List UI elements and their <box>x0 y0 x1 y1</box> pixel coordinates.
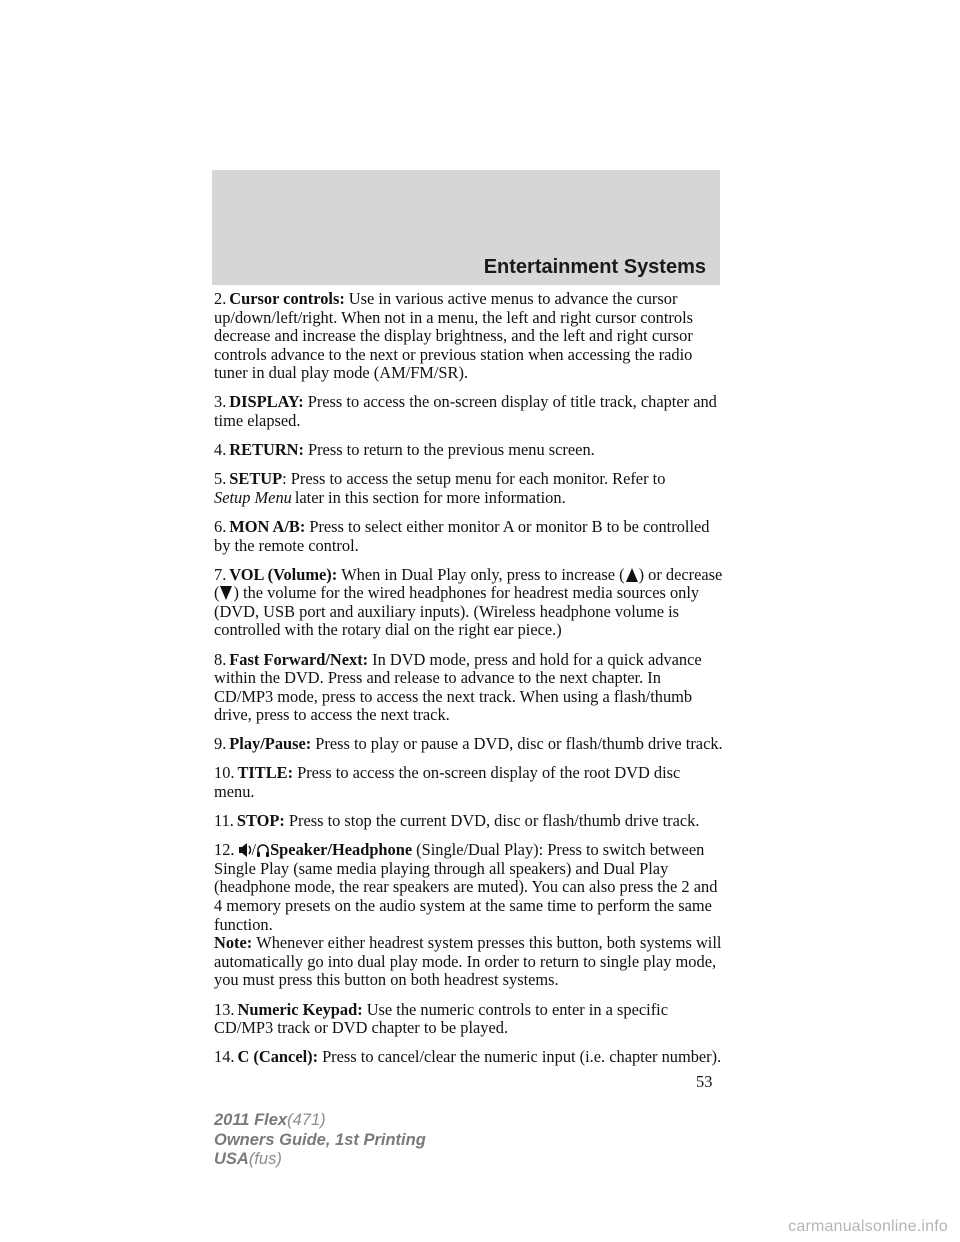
item-number: 6. <box>214 516 227 536</box>
watermark: carmanualsonline.info <box>788 1218 948 1235</box>
list-item-speaker-headphone <box>214 841 724 990</box>
volume-up-arrow-icon <box>625 567 639 583</box>
list-item-cancel <box>214 1048 724 1067</box>
slash-separator: / <box>251 840 257 860</box>
item-label: Speaker/Headphone <box>270 840 413 860</box>
note <box>214 934 724 990</box>
item-label: Numeric Keypad: <box>237 999 363 1019</box>
item-number: 14. <box>214 1047 235 1067</box>
list-item-stop <box>214 812 724 831</box>
setup-menu-reference: Setup Menu <box>214 487 292 507</box>
item-number: 7. <box>214 564 227 584</box>
item-label: Play/Pause: <box>229 734 312 754</box>
item-text: In DVD mode, press and hold for a quick advance within the DVD. Press and release to advance to the next chapter. In CD/MP3 mode, press to access the next track. When using a flash/thumb drive, press to access the next track. <box>214 649 702 725</box>
item-text: When in Dual Play only, press to increase ( <box>341 564 625 584</box>
item-text: Use the numeric controls to enter in a specific CD/MP3 track or DVD chapter to be played. <box>214 999 668 1038</box>
footer-model-code: (471) <box>287 1111 326 1129</box>
footer-printing: Owners Guide, 1st Printing <box>214 1130 426 1149</box>
list-item-display <box>214 393 724 430</box>
item-text: Use in various active menus to advance the cursor up/down/left/right. When not in a menu, the left and right cursor controls decrease and increase the display brightness, and the left and right cursor controls advance to the next or previous station when accessing the radio tuner in dual play mode (AM/FM/SR). <box>214 289 694 383</box>
list-item-cursor-controls <box>214 290 724 383</box>
speaker-icon <box>238 842 252 858</box>
list-item-fast-forward <box>214 651 724 725</box>
item-text-continued: later in this section for more information. <box>294 487 566 507</box>
item-label: DISPLAY: <box>229 392 304 412</box>
item-label: TITLE: <box>237 763 294 783</box>
list-item-volume <box>214 566 724 640</box>
item-number: 11. <box>214 811 234 831</box>
item-label: RETURN: <box>229 440 304 460</box>
item-number: 13. <box>214 999 235 1019</box>
section-title: Entertainment Systems <box>483 256 706 278</box>
note-text: Whenever either headrest system presses this button, both systems will automatically go into dual play mode. In order to return to single play mode, you must press this button on both headrest systems. <box>214 933 722 990</box>
footer-market-code: (fus) <box>248 1150 282 1168</box>
print-footer <box>214 1111 426 1170</box>
item-text: Press to cancel/clear the numeric input (i.e. chapter number). <box>322 1047 722 1067</box>
item-number: 4. <box>214 440 227 460</box>
list-item-mon-ab <box>214 518 724 555</box>
page-number: 53 <box>696 1072 713 1091</box>
page-content <box>214 290 724 1077</box>
list-item-return <box>214 441 724 460</box>
item-label: Cursor controls: <box>229 289 345 308</box>
item-text: Press to select either monitor A or monitor B to be controlled by the remote control. <box>214 516 710 555</box>
item-label: STOP: <box>236 811 285 831</box>
list-item-play-pause <box>214 735 724 754</box>
item-text: Press to play or pause a DVD, disc or flash/thumb drive track. <box>315 734 723 754</box>
item-number: 10. <box>214 763 235 783</box>
footer-market: USA <box>214 1150 249 1168</box>
item-number: 5. <box>214 469 227 489</box>
item-label: MON A/B: <box>229 516 306 536</box>
volume-down-arrow-icon <box>219 585 233 601</box>
item-text: (Single/Dual Play): Press to switch between Single Play (same media playing through all speakers) and Dual Play (headphone mode, the rear speakers are muted). You can also press the 2 and 4 memory presets on the audio system at the same time to perform the same function. <box>214 840 718 934</box>
item-text: ) or decrease ( <box>214 564 723 603</box>
item-label: SETUP <box>229 469 283 489</box>
item-number: 3. <box>214 392 227 412</box>
item-number: 2. <box>214 289 227 308</box>
item-label: VOL (Volume): <box>229 564 338 584</box>
list-item-numeric-keypad <box>214 1001 724 1038</box>
item-number: 9. <box>214 734 227 754</box>
item-number: 12. <box>214 840 235 860</box>
item-text: Press to return to the previous menu screen. <box>307 440 595 460</box>
headphone-icon <box>256 842 270 858</box>
section-header-band <box>212 170 720 285</box>
item-label: Fast Forward/Next: <box>229 649 369 669</box>
item-text: ) the volume for the wired headphones for headrest media sources only (DVD, USB port and auxiliary inputs). (Wireless headphone volume is controlled with the rotary dial on the right ear piece.) <box>214 583 700 640</box>
item-text: Press to stop the current DVD, disc or flash/thumb drive track. <box>288 811 700 831</box>
list-item-title <box>214 764 724 801</box>
item-text: Press to access the on-screen display of the root DVD disc menu. <box>214 763 681 802</box>
item-text: Press to access the on-screen display of title track, chapter and time elapsed. <box>214 392 717 431</box>
item-text: : Press to access the setup menu for each monitor. Refer to <box>282 469 666 489</box>
note-label: Note: <box>214 933 253 953</box>
item-label: C (Cancel): <box>237 1047 319 1067</box>
list-item-setup <box>214 470 724 507</box>
item-number: 8. <box>214 649 227 669</box>
footer-model: 2011 Flex <box>214 1111 288 1129</box>
